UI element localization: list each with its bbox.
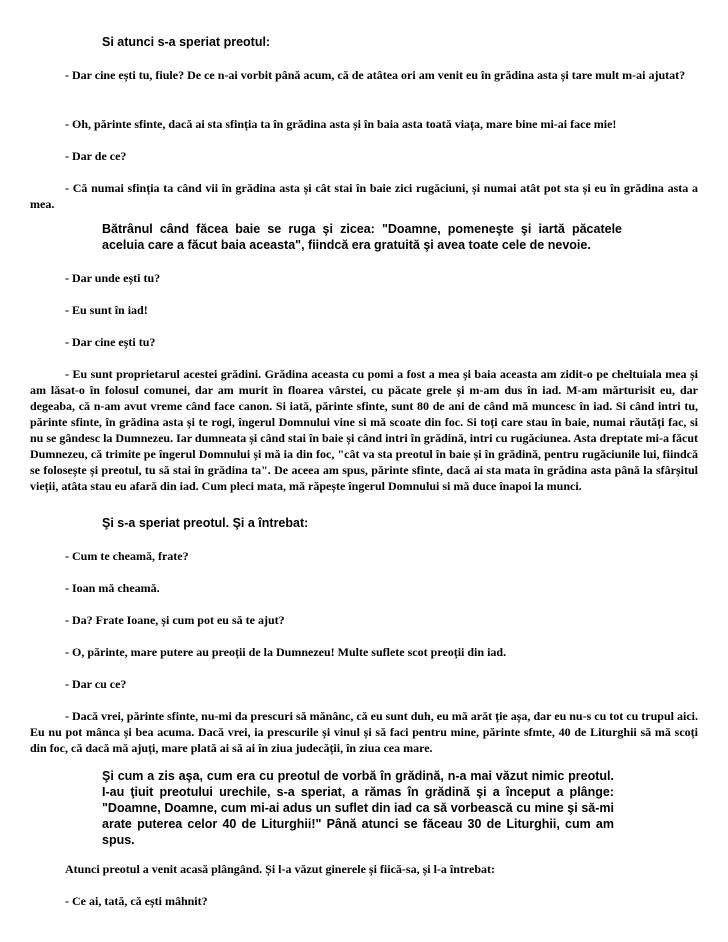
dialogue-line: - Dar unde ești tu? [65,271,161,285]
narrative-line: Si atunci s-a speriat preotul: [102,35,271,49]
dialogue-paragraph: - Că numai sfinția ta când vii în grădina asta și cât stai în baie zici rugăciuni, și numai atât pot sta și eu în grădina asta a mea. [30,181,698,211]
narrative-line: Şi s-a speriat preotul. Şi a întrebat: [102,516,309,530]
narrative-line: Atunci preotul a venit acasă plângând. Și l-a văzut ginerele și fiică-sa, și l-a întrebat: [65,862,496,876]
dialogue-line: - Oh, părinte sfinte, dacă ai sta sfinția ta în grădina asta și în baia asta toată viața, mare bine mi-ai face mie! [65,117,617,131]
dialogue-paragraph: - Dar cine ești tu, fiule? De ce n-ai vorbit până acum, că de atâtea ori am venit eu în grădina asta și tare mult m-ai ajutat? [65,68,686,82]
dialogue-line: - Dar cu ce? [65,677,127,691]
dialogue-line: - Eu sunt în iad! [65,303,148,317]
dialogue-paragraph: - Dacă vrei, părinte sfinte, nu-mi da prescuri să mănânc, că eu sunt duh, eu mă arăt ție așa, dar eu nu-s cu tot cu trupul aici. Eu nu pot mânca și bea acuma. Dacă vrei, ia prescurile și vinul și să faci pentru mine, părinte sfmte, 40 de Liturghii să mă scoți din foc, că dacă mă ajuți, mare plată ai să ai în ziua judecății, în ziua cea mare. [30,709,698,755]
dialogue-line: - Dar de ce? [65,149,127,163]
dialogue-line: - Ce ai, tată, că ești mâhnit? [65,894,208,908]
dialogue-line: - Da? Frate Ioane, și cum pot eu să te ajut? [65,613,285,627]
narrative-paragraph: Şi cum a zis aşa, cum era cu preotul de vorbă în grădină, n-a mai văzut nimic preotul. I-au ţiuit preotului urechile, s-a speriat, a rămas în grădină şi a început a plânge: "Doamne, Doamne, cum mi-ai adus un suflet din iad ca să vorbească cu mine şi să-mi arate puterea celor 40 de Liturghii!" Până atunci se făceau 30 de Liturghii, cum am spus. [102,769,614,847]
dialogue-paragraph: - Eu sunt proprietarul acestei grădini. Grădina aceasta cu pomi a fost a mea și baia aceasta am zidit-o pe cheltuiala mea și am lăsat-o în folosul comunei, dar am murit în floarea vârstei, cu păcate grele și m-am dus în iad. M-am mărturisit eu, dar degeaba, că n-am avut vreme când face canon. Si iată, părinte sfinte, sunt 80 de ani de când mă muncesc în iad. Si când intri tu, părinte sfinte, în grădina asta și te rogi, îngerul Domnului vine si mă scoate din foc. Si toți care stau în baie, numai răutăți fac, si nu se gândesc la Dumnezeu. Iar dumneata și când stai în baie și când intri în grădină, intri cu rugăciunea. Asta dreptate mi-a făcut Dumnezeu, că trimite pe îngerul Domnului și mă ia din foc, "cât va sta preotul în baie și în grădină, pentru rugăciunile lui, fiindcă se folosește și preotul, tu să stai în grădina ta". De aceea am spus, părinte sfinte, dacă ai sta mata în grădina asta până la sfârșitul vieții, atâta stau eu afară din iad. Cum pleci mata, mă răpește îngerul Domnului si mă duce înapoi la munci. [30,367,698,493]
dialogue-line: - Ioan mă cheamă. [65,581,160,595]
dialogue-line: - O, părinte, mare putere au preoții de la Dumnezeu! Multe suflete scot preoții din iad. [65,645,507,659]
dialogue-line: - Cum te cheamă, frate? [65,549,189,563]
narrative-paragraph: Bătrânul când făcea baie se ruga şi zicea: "Doamne, pomeneşte şi iartă păcatele aceluia care a făcut baia aceasta", fiindcă era gratuită şi avea toate cele de nevoie. [102,222,622,252]
dialogue-line: - Dar cine ești tu? [65,335,156,349]
